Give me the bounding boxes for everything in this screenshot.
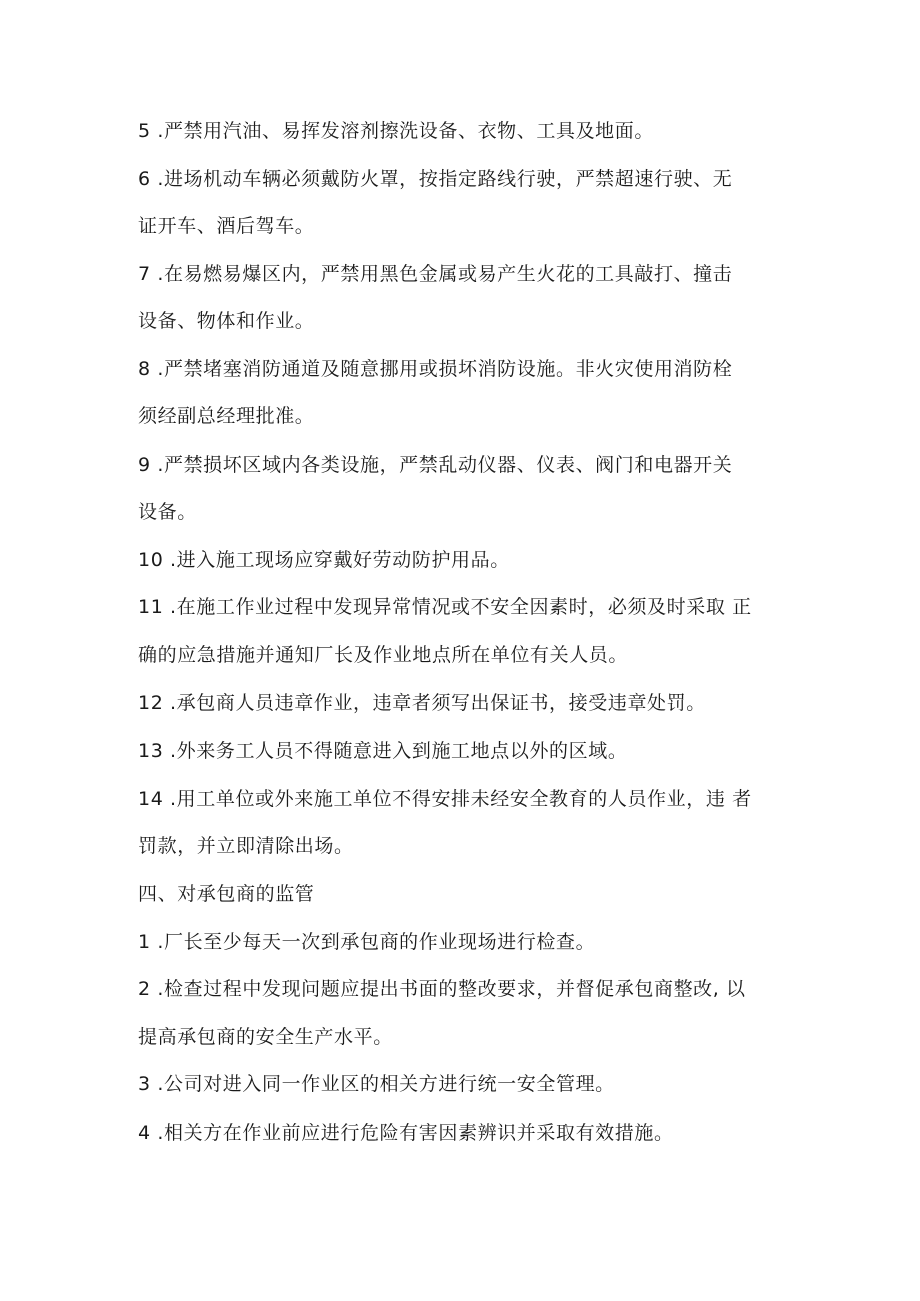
- text-line: 证开车、酒后驾车。: [138, 215, 315, 237]
- text-line: 10 .进入施工现场应穿戴好劳动防护用品。: [138, 549, 510, 571]
- text-line: 罚款，并立即清除出场。: [138, 835, 354, 857]
- text-line: 6 .进场机动车辆必须戴防火罩，按指定路线行驶，严禁超速行驶、无: [138, 168, 733, 190]
- text-line: 提高承包商的安全生产水平。: [138, 1026, 393, 1048]
- section-heading: 四、对承包商的监管: [138, 883, 315, 905]
- text-line: 9 .严禁损坏区域内各类设施，严禁乱动仪器、仪表、阀门和电器开关: [138, 454, 733, 476]
- text-line: 设备、物体和作业。: [138, 310, 315, 332]
- text-line: 11 .在施工作业过程中发现异常情况或不安全因素时，必须及时采取 正: [138, 596, 752, 618]
- text-line: 3 .公司对进入同一作业区的相关方进行统一安全管理。: [138, 1073, 615, 1095]
- text-line: 14 .用工单位或外来施工单位不得安排未经安全教育的人员作业，违 者: [138, 788, 752, 810]
- text-line: 设备。: [138, 501, 197, 523]
- text-line: 7 .在易燃易爆区内，严禁用黑色金属或易产生火花的工具敲打、撞击: [138, 263, 733, 285]
- text-line: 4 .相关方在作业前应进行危险有害因素辨识并采取有效措施。: [138, 1122, 674, 1144]
- text-line: 8 .严禁堵塞消防通道及随意挪用或损坏消防设施。非火灾使用消防栓: [138, 358, 733, 380]
- text-line: 确的应急措施并通知厂长及作业地点所在单位有关人员。: [138, 644, 629, 666]
- text-line: 5 .严禁用汽油、易挥发溶剂擦洗设备、衣物、工具及地面。: [138, 120, 654, 142]
- text-line: 12 .承包商人员违章作业，违章者须写出保证书，接受违章处罚。: [138, 692, 706, 714]
- text-line: 1 .厂长至少每天一次到承包商的作业现场进行检查。: [138, 931, 596, 953]
- text-line: 13 .外来务工人员不得随意进入到施工地点以外的区域。: [138, 740, 628, 762]
- text-line: 2 .检查过程中发现问题应提出书面的整改要求，并督促承包商整改, 以: [138, 978, 746, 1000]
- text-line: 须经副总经理批准。: [138, 405, 315, 427]
